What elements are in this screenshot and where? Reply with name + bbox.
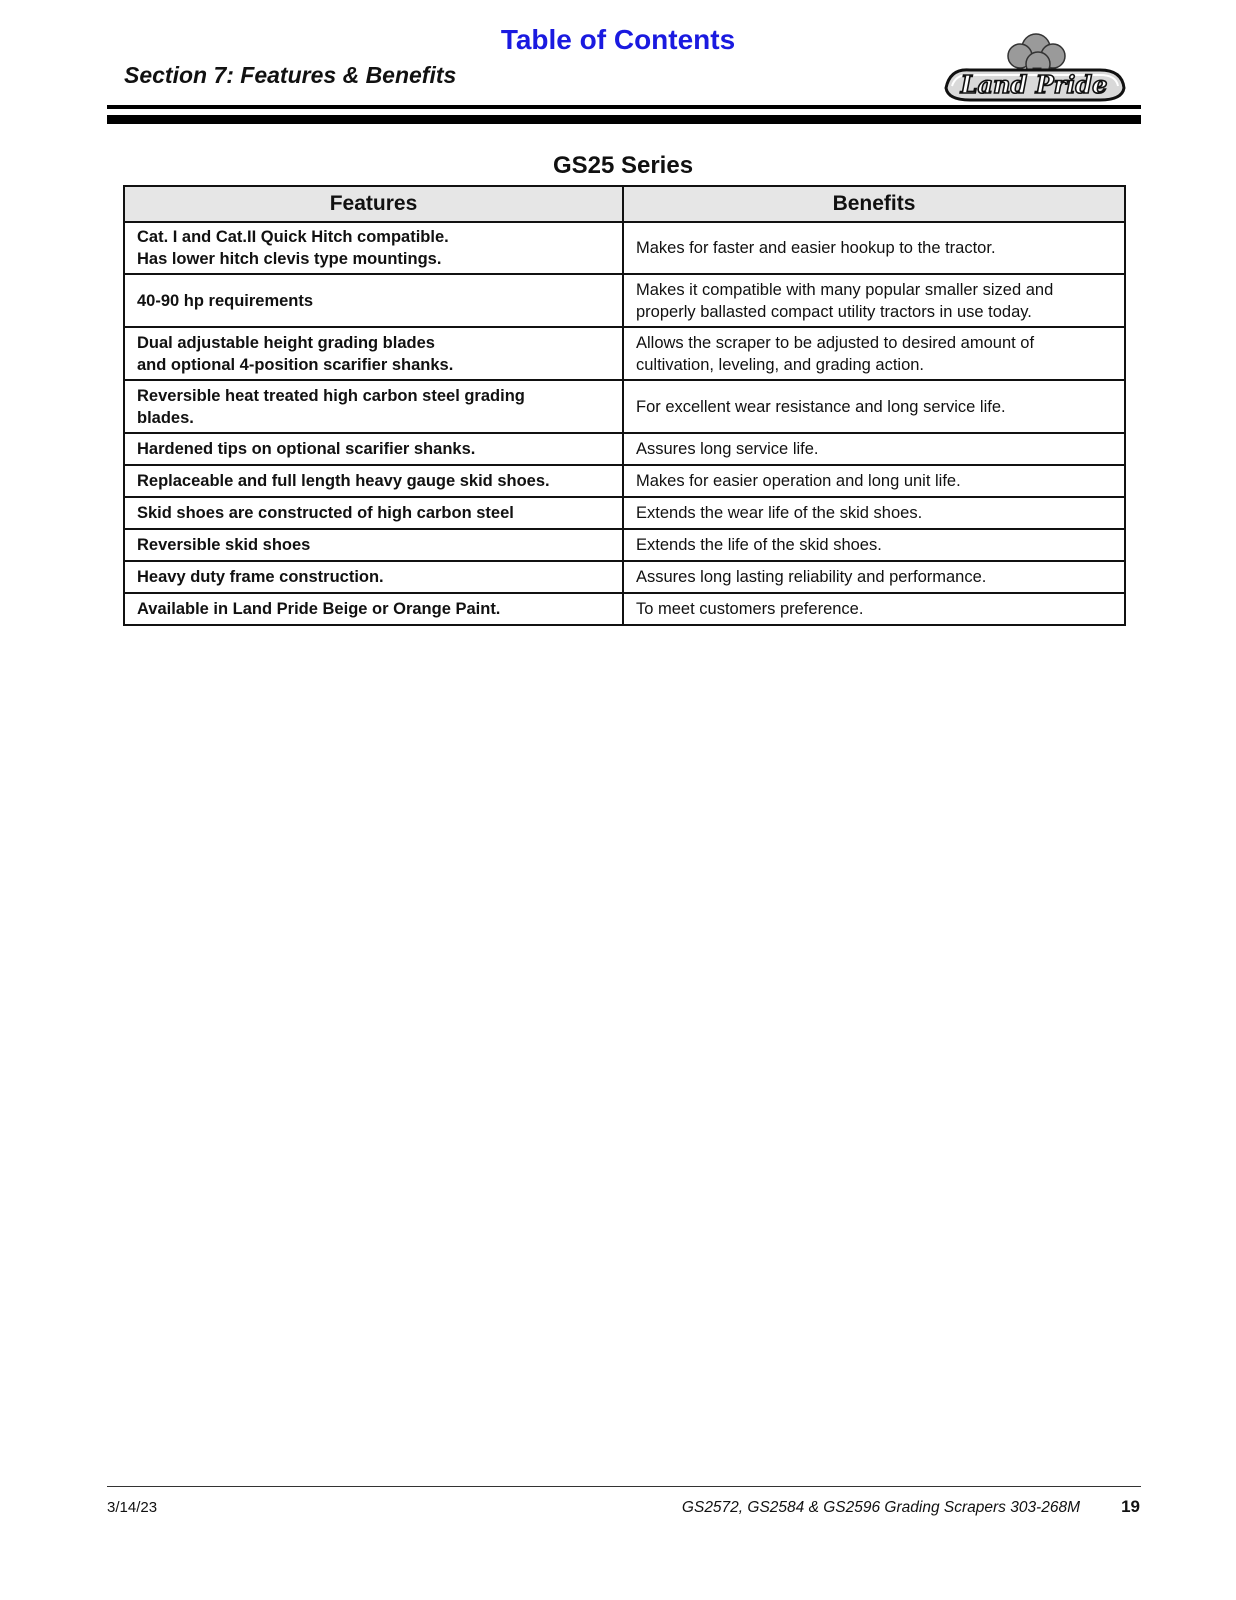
benefit-cell-line: For excellent wear resistance and long service life. xyxy=(636,397,1006,416)
benefit-cell xyxy=(623,465,1125,497)
feature-cell-line: and optional 4-position scarifier shanks. xyxy=(137,355,454,374)
benefit-cell-line: properly ballasted compact utility tractors in use today. xyxy=(636,302,1032,321)
header-rule-thin xyxy=(107,105,1141,109)
benefit-cell-line: To meet customers preference. xyxy=(636,600,864,618)
feature-cell-line: Hardened tips on optional scarifier shanks. xyxy=(137,440,476,458)
feature-cell xyxy=(124,497,623,529)
table-row xyxy=(124,274,1125,327)
feature-cell xyxy=(124,465,623,497)
benefit-cell xyxy=(623,222,1125,274)
feature-cell xyxy=(124,561,623,593)
benefit-cell xyxy=(623,593,1125,625)
feature-cell-line: Heavy duty frame construction. xyxy=(137,568,384,586)
feature-cell xyxy=(124,529,623,561)
table-row xyxy=(124,465,1125,497)
feature-cell xyxy=(124,327,623,380)
column-header-benefits: Benefits xyxy=(623,186,1125,222)
table-row xyxy=(124,529,1125,561)
feature-cell-line: Skid shoes are constructed of high carbon steel xyxy=(137,504,514,522)
benefit-cell-line: cultivation, leveling, and grading action. xyxy=(636,355,925,374)
feature-cell xyxy=(124,433,623,465)
feature-cell-line: blades. xyxy=(137,408,194,427)
benefit-cell-line: Extends the wear life of the skid shoes. xyxy=(636,504,923,522)
logo-text: Land Pride xyxy=(960,70,1108,99)
page-number: 19 xyxy=(1121,1497,1140,1516)
benefit-cell-line: Extends the life of the skid shoes. xyxy=(636,536,882,554)
benefit-cell xyxy=(623,529,1125,561)
table-row xyxy=(124,222,1125,274)
benefit-cell xyxy=(623,380,1125,433)
feature-cell-line: Has lower hitch clevis type mountings. xyxy=(137,250,442,268)
feature-cell xyxy=(124,593,623,625)
feature-cell xyxy=(124,222,623,274)
benefit-cell-line: Makes for faster and easier hookup to the tractor. xyxy=(636,239,996,257)
table-row xyxy=(124,497,1125,529)
section-title: Section 7: Features & Benefits xyxy=(124,62,457,88)
table-title: GS25 Series xyxy=(552,152,694,179)
footer-date: 3/14/23 xyxy=(107,1499,158,1516)
table-header-row xyxy=(124,186,1125,222)
feature-cell xyxy=(124,380,623,433)
feature-cell-line: Replaceable and full length heavy gauge skid shoes. xyxy=(137,472,550,490)
table-of-contents-link[interactable]: Table of Contents xyxy=(500,24,736,55)
benefit-cell-line: Assures long lasting reliability and performance. xyxy=(636,568,987,586)
feature-cell-line: Available in Land Pride Beige or Orange Paint. xyxy=(137,600,501,618)
table-row xyxy=(124,433,1125,465)
feature-cell-line: Reversible skid shoes xyxy=(137,536,311,554)
benefit-cell-line: Allows the scraper to be adjusted to desired amount of xyxy=(636,333,1035,352)
feature-cell-line: 40-90 hp requirements xyxy=(137,291,314,310)
benefit-cell-line: Makes it compatible with many popular smaller sized and xyxy=(636,280,1054,299)
benefit-cell-line: Assures long service life. xyxy=(636,440,819,458)
benefit-cell xyxy=(623,561,1125,593)
benefit-cell xyxy=(623,497,1125,529)
header-rule-thick xyxy=(107,115,1141,124)
footer-rule xyxy=(107,1486,1141,1487)
feature-cell xyxy=(124,274,623,327)
features-benefits-table xyxy=(123,185,1126,626)
feature-cell-line: Cat. I and Cat.II Quick Hitch compatible. xyxy=(137,228,449,246)
footer-document-title: GS2572, GS2584 & GS2596 Grading Scrapers 303-268M xyxy=(681,1499,1080,1516)
table-row xyxy=(124,327,1125,380)
benefit-cell xyxy=(623,433,1125,465)
benefit-cell xyxy=(623,327,1125,380)
table-row xyxy=(124,380,1125,433)
benefit-cell xyxy=(623,274,1125,327)
feature-cell-line: Dual adjustable height grading blades xyxy=(137,333,435,352)
table-row xyxy=(124,561,1125,593)
benefit-cell-line: Makes for easier operation and long unit life. xyxy=(636,472,961,490)
land-pride-logo xyxy=(940,26,1128,104)
feature-cell-line: Reversible heat treated high carbon steel grading xyxy=(137,386,525,405)
column-header-features: Features xyxy=(124,186,623,222)
table-row xyxy=(124,593,1125,625)
